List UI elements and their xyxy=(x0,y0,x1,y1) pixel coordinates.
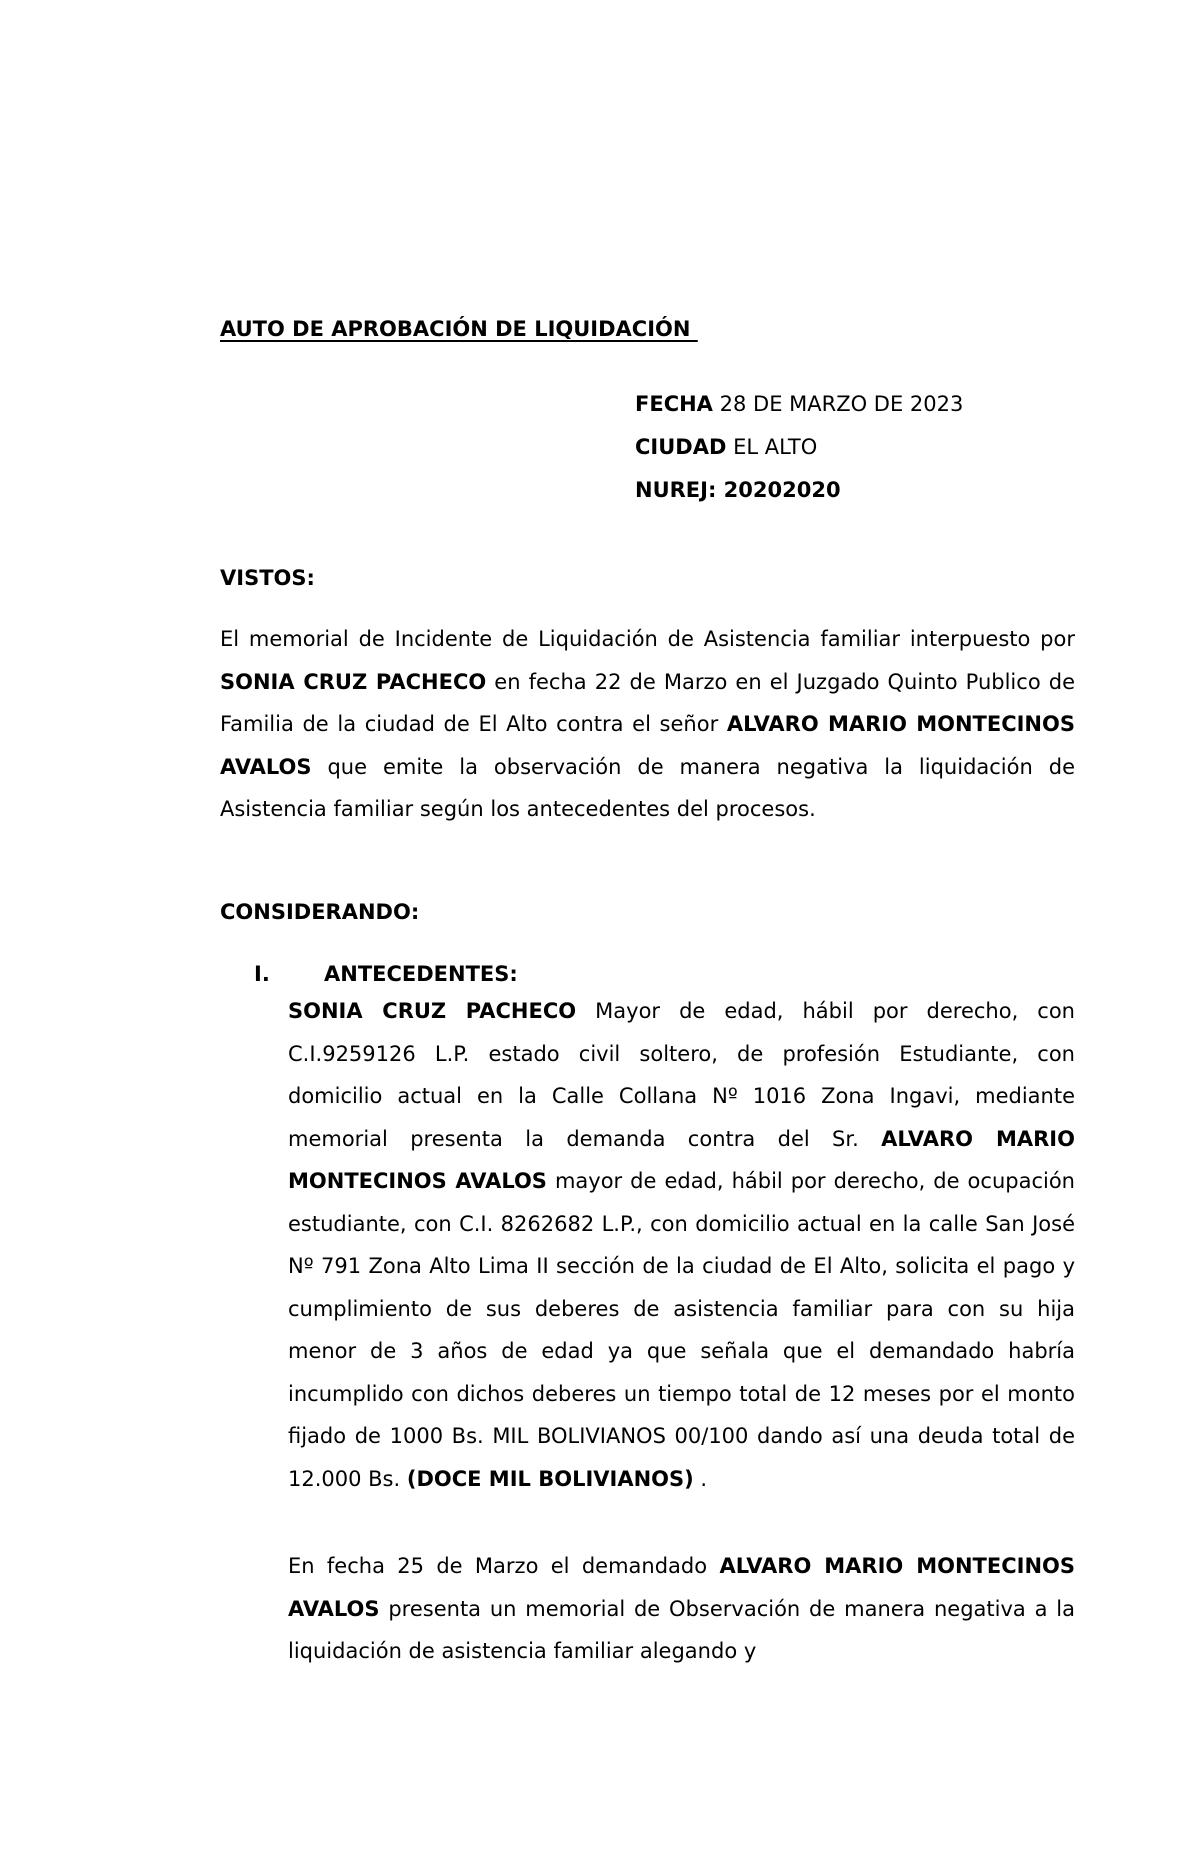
antecedentes-p2-text-1: En fecha 25 de Marzo el demandado xyxy=(288,1554,720,1578)
document-page xyxy=(220,0,1075,1865)
antecedentes-p1-name-2: ALVARO MARIO MONTECINOS AVALOS xyxy=(288,1126,1075,1193)
vistos-name-1: SONIA CRUZ PACHECO xyxy=(220,669,487,694)
antecedentes-p1-text-1: Mayor de edad, hábil por derecho, con C.I.9259126 L.P. estado civil soltero, de profesión Estudiante, con domicilio actual en la Calle Collana Nº 1016 Zona Ingavi, mediante memorial presenta la demanda contra del Sr. xyxy=(288,999,1075,1151)
vistos-name-2: ALVARO MARIO MONTECINOS AVALOS xyxy=(220,712,1075,779)
fecha-line xyxy=(635,392,963,416)
fecha-value: 28 DE MARZO DE 2023 xyxy=(719,392,964,416)
ciudad-line xyxy=(635,435,817,459)
nurej-label: NUREJ: 20202020 xyxy=(635,478,841,502)
antecedentes-p1-text-3: . xyxy=(693,1466,708,1491)
document-title: AUTO DE APROBACIÓN DE LIQUIDACIÓN xyxy=(220,317,698,341)
antecedentes-number: I. xyxy=(254,962,270,986)
vistos-text-2: en fecha 22 de Marzo en el Juzgado Quinto Publico de Familia de la ciudad de El Alto contra el señor xyxy=(220,669,1075,736)
antecedentes-heading xyxy=(254,962,518,986)
antecedentes-p2-text-2: presenta un memorial de Observación de manera negativa a la liquidación de asistencia familiar alegando y xyxy=(288,1596,1075,1663)
considerando-heading: CONSIDERANDO: xyxy=(220,900,420,924)
antecedentes-p1-amount: (DOCE MIL BOLIVIANOS) xyxy=(406,1466,694,1491)
antecedentes-p2-name: ALVARO MARIO MONTECINOS AVALOS xyxy=(288,1554,1075,1621)
antecedentes-paragraph-2 xyxy=(288,1545,1075,1673)
ciudad-value: EL ALTO xyxy=(733,435,818,459)
antecedentes-p1-text-2: mayor de edad, hábil por derecho, de ocupación estudiante, con C.I. 8262682 L.P., con domicilio actual en la calle San José Nº 791 Zona Alto Lima II sección de la ciudad de El Alto, solicita el pago y cumplimiento de sus deberes de asistencia familiar para con su hija menor de 3 años de edad ya que señala que el demandado habría incumplido con dichos deberes un tiempo total de 12 meses por el monto fijado de 1000 Bs. MIL BOLIVIANOS 00/100 dando así una deuda total de 12.000 Bs. xyxy=(288,1169,1075,1491)
nurej-line xyxy=(635,478,841,502)
vistos-paragraph xyxy=(220,618,1075,831)
vistos-text-1: El memorial de Incidente de Liquidación de Asistencia familiar interpuesto por xyxy=(220,627,1075,651)
antecedentes-title: ANTECEDENTES: xyxy=(324,962,518,986)
antecedentes-paragraph-1 xyxy=(288,990,1075,1500)
vistos-heading: VISTOS: xyxy=(220,566,315,590)
fecha-label: FECHA xyxy=(635,392,713,416)
ciudad-label: CIUDAD xyxy=(635,435,727,459)
antecedentes-p1-name-1: SONIA CRUZ PACHECO xyxy=(288,999,577,1023)
vistos-text-3: que emite la observación de manera negativa la liquidación de Asistencia familiar según los antecedentes del procesos. xyxy=(220,754,1075,821)
